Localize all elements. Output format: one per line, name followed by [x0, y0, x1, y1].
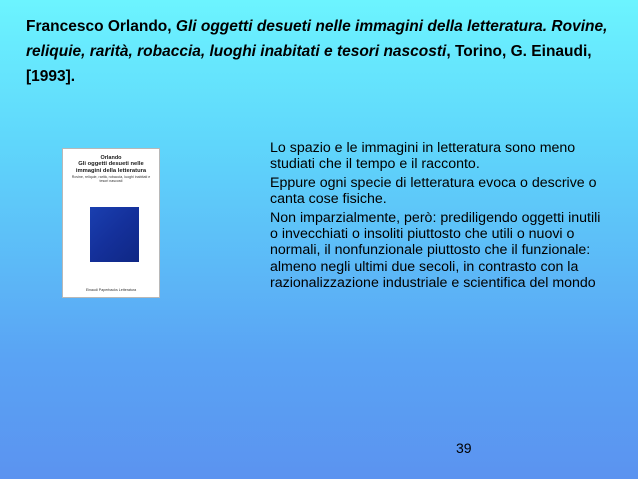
cover-title: Gli oggetti desueti nelle immagini della letteratura: [75, 161, 147, 174]
cover-publisher: Einaudi Paperbacks Letteratura: [85, 288, 137, 292]
cover-author: Orlando: [100, 155, 122, 161]
slide-title: [26, 14, 626, 89]
paragraph-2: Eppure ogni specie di letteratura evoca o descrive o canta cose fisiche.: [270, 174, 597, 208]
book-cover-image: [62, 148, 160, 298]
title-work: Gli oggetti desueti nelle immagini della letteratura. Rovine, reliquie, rarità, robaccia, luoghi inabitati e tesori nascosti: [26, 18, 608, 60]
paragraph-1: Lo spazio e le immagini in letteratura sono meno studiati che il tempo e il racconto.: [270, 140, 576, 173]
page-number: 39: [456, 440, 472, 456]
title-author: Francesco Orlando,: [26, 18, 176, 35]
body-text: [270, 140, 606, 294]
paragraph-3: Non imparzialmente, però: prediligendo oggetti inutili o invecchiati o insoliti piuttosto che utili o nuovi o normali, il nonfunzionale piuttosto che il funzionale: almeno negli ultimi due secoli, in contrasto con la razionalizzazione industriale e scientifica del mondo: [270, 209, 601, 292]
cover-subtitle: Rovine, reliquie, rarità, robaccia, luoghi inabitati e tesori nascosti: [71, 175, 151, 184]
cover-artwork: [90, 207, 139, 262]
title-publication: , Torino, G. Einaudi, [1993].: [26, 43, 592, 85]
